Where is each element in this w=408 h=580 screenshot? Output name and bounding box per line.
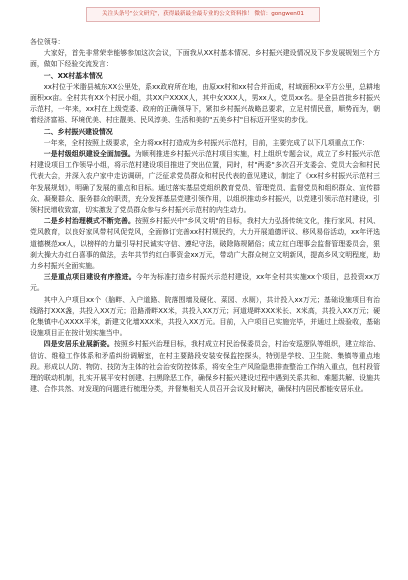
item-3-body: 今年为标准打造乡村振兴示范村建设，xx年全村共实施xx个项目，总投资xx万元。 bbox=[30, 273, 381, 293]
item-1-paragraph bbox=[30, 149, 380, 216]
item-3-title: 三是重点项目建设有序推进。 bbox=[43, 273, 136, 282]
item-2-body: 按照乡村振兴中"乡风文明"的目标，我村大力弘扬传统文化，推行家风、村风、党风教育，以良好家风带村风促党风，全面修订完善xx村村规民约，大力开展道德评议、移风易俗活动，xx年评选道德模范xx人，以榜样的力量引导村民诚实守信、遵纪守法，破除陈规陋俗；成立红白理事会监督管理委员会，狠刹大操大办红白喜事的做法，去年共节约红白事资金xx万元，带动广大群众树立文明新风，提高乡风文明程度，助力乡村振兴全面实施。 bbox=[30, 217, 380, 271]
section-1-body: xx村位于米脂县城东XX公里处，系xx政府所在地，由原xx村和xx村合并而成，村域面积xx平方公里，总耕地面积xx亩。全村共有XX个村民小组，共XX户XXXX人，其中女XXX人，男xx人，党员xx名。是全县首批乡村振兴示范村，一年来，xx村在上级党委、政府的正确领导下，紧扣乡村振兴战略总要求，立足村情民意，顺势而为，朝着经济富裕、环境优美、村庄靓美、民风淳美、生活和美的"五美乡村"目标迈开坚实的步伐。 bbox=[30, 82, 380, 125]
intro-paragraph: 大家好，首先非常荣幸能够参加这次会议，下面我从XX村基本情况、乡村振兴建设情况及下步发展规划三个方面，做如下经验交流发言： bbox=[30, 49, 380, 69]
item-4-paragraph bbox=[30, 339, 380, 395]
item-3-paragraph bbox=[30, 272, 380, 294]
item-2-paragraph bbox=[30, 216, 380, 272]
document-body bbox=[30, 37, 380, 396]
item-1-title: 一是村级组织建设全面加强。 bbox=[43, 150, 135, 159]
item-1-body: 为顺利推进乡村振兴示范村项目实施，村上组织专题会议，成立了乡村振兴示范村建设项目工作领导小组，将示范村建设项目推进了突出位置，同时，村"两委"多次召开支委会、党员大会和村民代表大会，并深入农户家中走访调研，广泛征求党员群众和村民代表的意见建议，制定了《xx村乡村振兴示范村三年发展规划》，明确了发展的重点和目标。通过落实基层党组织教育党员、管理党员、监督党员和组织群众、宣传群众、凝聚群众、服务群众的职责，充分发挥基层党建引领作用，以组织推动乡村振兴，以党建引领示范村建设，引领村民增收致富，切实激发了党员群众参与乡村振兴示范村的内生动力。 bbox=[30, 150, 381, 215]
item-4-title: 四是安居乐业展新姿。 bbox=[43, 340, 114, 349]
section-2-intro: 一年来，全村按照上级要求，全力将xx村打造成为乡村振兴示范村，目前，主要完成了以下几项重点工作： bbox=[43, 138, 369, 147]
item-3-continuation: 其中入户项目xx个（脑畔、入户道路、院落围墙及硬化、菜园、水厕），共计投入xx万元；基础设施项目有治线路打XXX盏，共投入XX万元；沿路滑畔XX米，共投入XX万元；河道堤畔XXX米长、X米高，共投入XX万元；硬化集镇中心XXXX平米，新建文化墙XXX米，共投入XX万元。目前，入户项目已实施完毕，并通过上级验收，基础设施项目正在按计划实施当中。 bbox=[30, 295, 380, 338]
item-4-body: 按照乡村振兴治理目标，我村成立村民治保委员会，村治安巡逻队等组织，建立综治、信访、维稳工作体系和矛盾纠纷调解室，在村主要路段安装安保监控探头，特别是学校、卫生院、集镇等重点地段。形成以人防、物防、技防为主体的社会治安防控体系，将安全生产风险隐患排查整治工作纳入重点，包村段管理的联动机制，扎实开展平安村创建、扫黑除恶工作，确保乡村振兴建设过程中遇到关系共和、难题共解、设施共建、合作共然、对发现的问题进行梳理分类，并督集相关人员召开会议及时解决，确保村内居民都能安居乐业。 bbox=[30, 340, 381, 394]
salutation: 各位领导： bbox=[30, 38, 65, 46]
item-2-title: 二是乡村治理模式不断完善。 bbox=[43, 217, 135, 226]
promo-banner: 关注头条号"公文研究"，获得最新最全最专业的公文资料推！ 微信：gongwen01 bbox=[86, 7, 320, 22]
section-2-heading: 二、乡村振兴建设情况 bbox=[43, 127, 113, 136]
section-1-heading: 一、XX村基本情况 bbox=[43, 71, 103, 80]
